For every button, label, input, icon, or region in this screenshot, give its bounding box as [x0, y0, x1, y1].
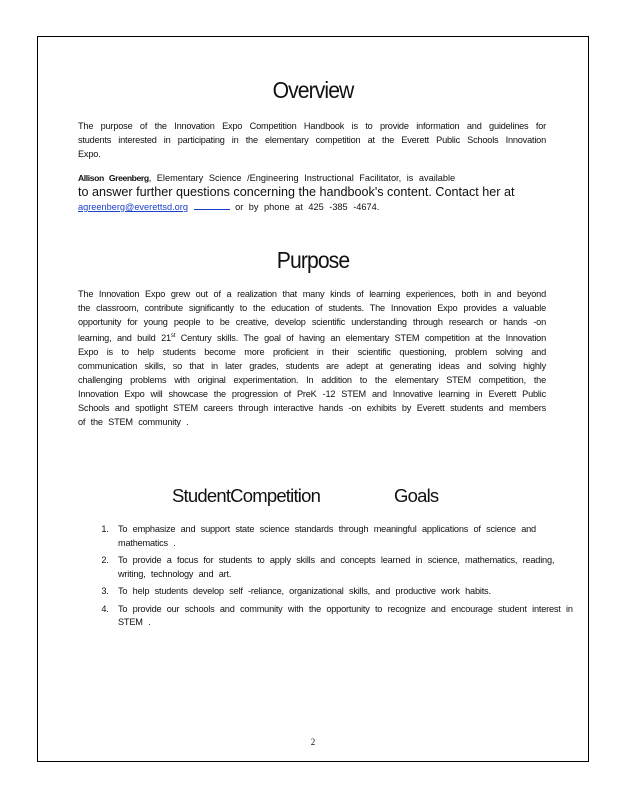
contact-name: Allison Greenberg — [78, 173, 149, 183]
student-competition-heading: StudentCompetition — [172, 485, 321, 506]
overview-paragraph: The purpose of the Innovation Expo Competition Handbook is to provide information and guidelines for students interested in participating in the elementary competition at the Everett Public Schools Innovation Expo. — [78, 121, 546, 159]
goal-item: 2. To provide a focus for students to apply skills and concepts learned in science, mathematics, reading, writing, technology and art. — [114, 554, 576, 581]
contact-line-2: to answer further questions concerning the handbook's content. Contact her at — [78, 185, 515, 199]
email-underline-tail — [194, 209, 230, 210]
purpose-paragraph — [78, 287, 546, 429]
goal-item: 4. To provide our schools and community with the opportunity to recognize and encourage student interest in STEM . — [114, 603, 576, 630]
contact-email-link[interactable]: agreenberg@everettsd.org — [78, 202, 188, 212]
document-page — [37, 36, 589, 762]
overview-heading: Overview — [272, 77, 354, 103]
purpose-text-part-2: Century skills. The goal of having an elementary STEM competition at the Innovation Expo is to help students become more proficient in their scientific questioning, problem solving and communication skills, so that in later grades, students are adept at generating ideas and solving highly challenging problems with original experimentation. In addition to the elementary STEM competition, the Innovation Expo will showcase the progression of PreK -12 STEM and Innovative learning in Everett Public Schools and spotlight STEM careers through interactive hands -on exhibits by Everett students and members of the STEM community . — [78, 333, 546, 428]
contact-line-1 — [78, 171, 546, 185]
contact-title: , Elementary Science /Engineering Instructional Facilitator, is available — [148, 173, 456, 183]
contact-line-3 — [78, 200, 546, 214]
goal-item: 1. To emphasize and support state science standards through meaningful applications of science and mathematics . — [114, 523, 576, 550]
purpose-text-part-1: The Innovation Expo grew out of a realization that many kinds of learning experiences, both in and beyond the classroom, contribute significantly to the education of students. The Innovation Expo provides a valuable opportunity for young people to be creative, develop scientific understanding through research or hands -on learning, and build 21 — [78, 289, 546, 344]
goal-item: 3. To help students develop self -reliance, organizational skills, and productive work habits. — [114, 585, 576, 599]
goals-list — [94, 523, 576, 634]
contact-phone: or by phone at 425 -385 -4674. — [235, 202, 380, 212]
purpose-superscript: st — [170, 333, 176, 339]
contact-block — [78, 171, 546, 214]
page-number: 2 — [310, 737, 316, 747]
purpose-heading: Purpose — [276, 247, 350, 273]
goals-heading: Goals — [394, 485, 439, 506]
